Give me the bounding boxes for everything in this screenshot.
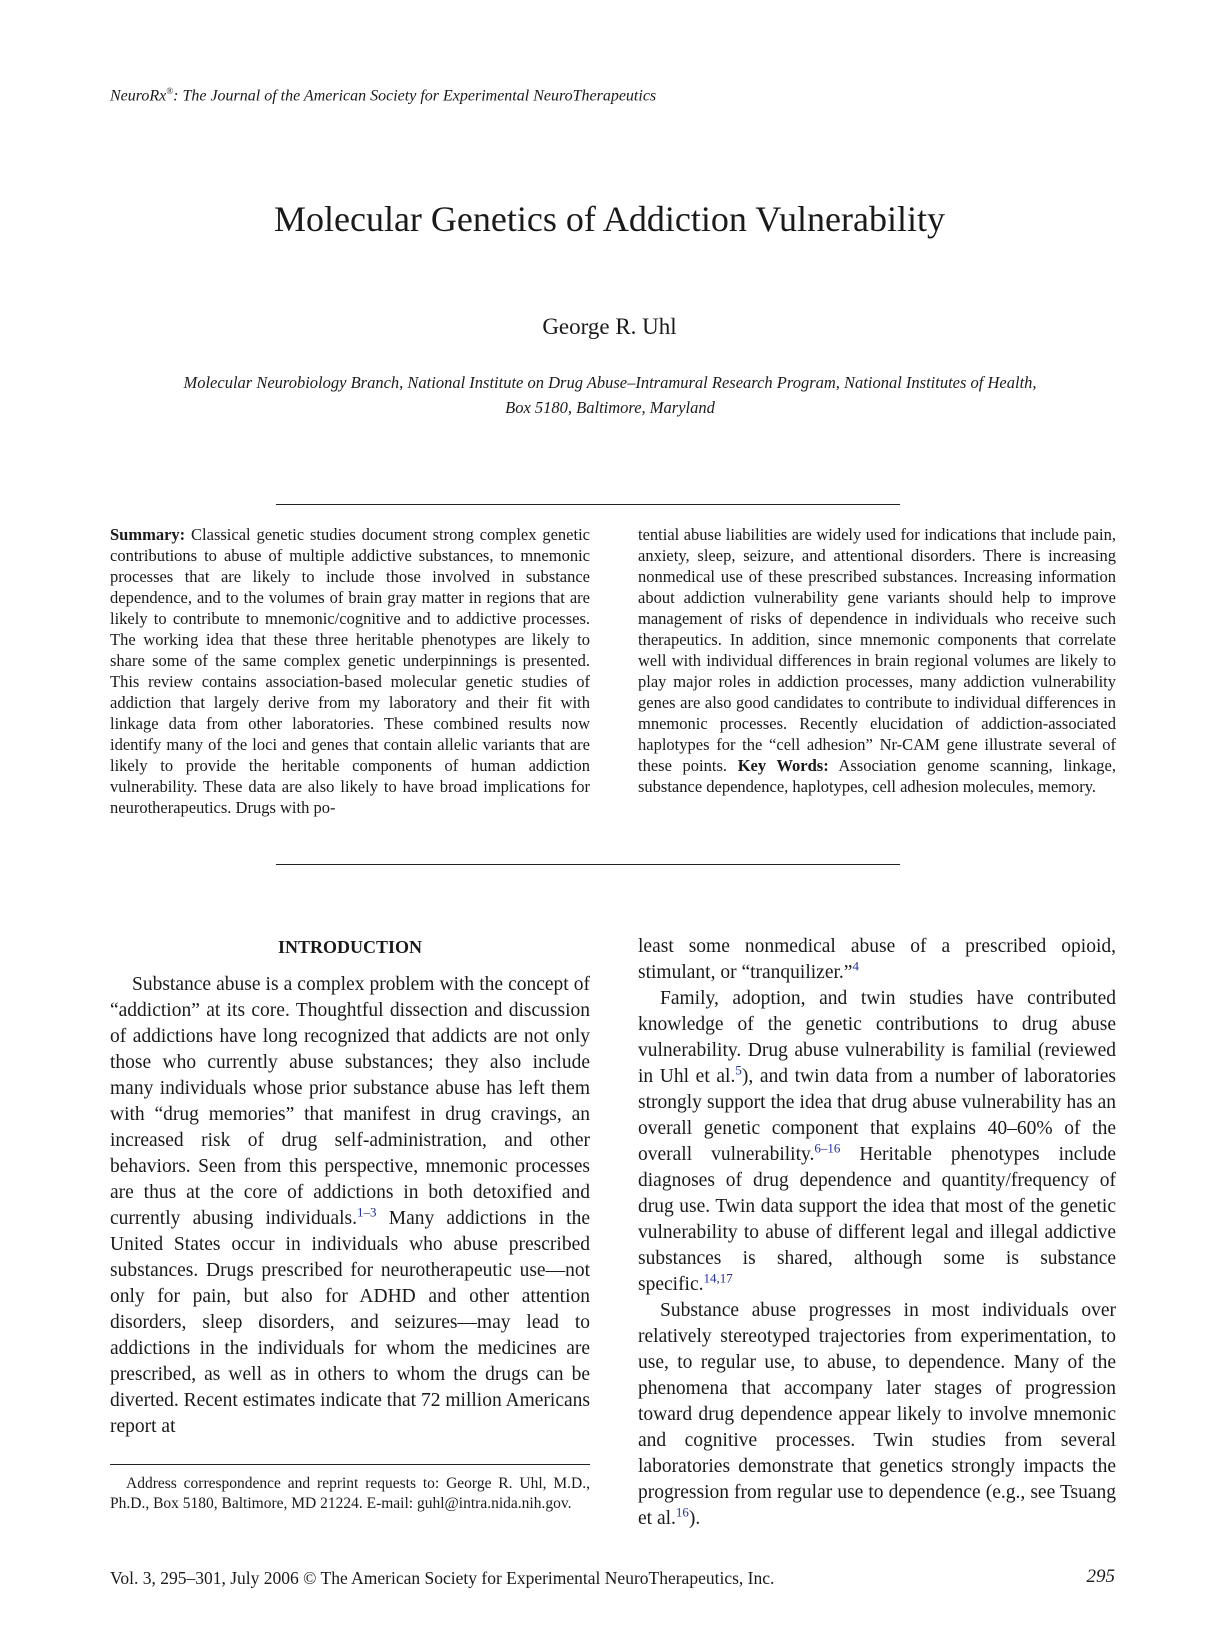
- page-number: 295: [1086, 1566, 1115, 1587]
- author-name: George R. Uhl: [542, 314, 677, 339]
- paragraph-1-continued: least some nonmedical abuse of a prescribed opioid, stimulant, or “tranquilizer.”$^4$: [638, 936, 1116, 983]
- affiliation: [110, 370, 1110, 420]
- citation-link[interactable]: 5: [735, 1062, 742, 1078]
- citation-link[interactable]: 6–16: [814, 1140, 841, 1156]
- abstract-column-left: [110, 524, 590, 818]
- footnote-rule: [110, 1464, 590, 1465]
- abstract-top-rule: [276, 504, 900, 505]
- body-column-left: [110, 934, 590, 1440]
- abstract-column-right: [638, 524, 1116, 797]
- abstract-bottom-rule: [276, 864, 900, 865]
- affiliation-line-2: Box 5180, Baltimore, Maryland: [505, 398, 715, 417]
- abstract-text-left: Classical genetic studies document strong complex genetic contributions to abuse of multiple addictive substances, to mnemonic processes that are likely to include those involved in substance dependence, and to the volumes of brain gray matter in regions that are likely to contribute to mnemonic/cognitive and to addictive processes. The working idea that these three heritable phenotypes are likely to share some of the same complex genetic underpinnings is presented. This review contains association-based molecular genetic studies of addiction that largely derive from my laboratory and their fit with linkage data from other laboratories. These combined results now identify many of the loci and genes that contain allelic variants that are likely to provide the heritable components of human addiction vulnerability. These data are also likely to have broad implications for neurotherapeutics. Drugs with po-: [110, 525, 590, 817]
- keywords-label: Key Words:: [737, 756, 829, 775]
- registered-mark: ®: [166, 86, 174, 96]
- citation-link[interactable]: 4: [852, 958, 859, 974]
- keywords-text: Association genome scanning, linkage, substance dependence, haplotypes, cell adhesion molecules, memory.: [638, 756, 1117, 796]
- footnote-text: Address correspondence and reprint requests to: George R. Uhl, M.D., Ph.D., Box 5180, Baltimore, MD 21224. E-mail: guhl@intra.nida.nih.gov.: [110, 1475, 590, 1512]
- journal-name: NeuroRx: [110, 87, 167, 105]
- abstract-text-right: tential abuse liabilities are widely used for indications that include pain, anxiety, sleep, seizure, and attentional disorders. There is increasing nonmedical use of these prescribed substances. Increasing information about addiction vulnerability gene variants should help to improve management of risks of dependence in individuals who receive such therapeutics. In addition, since mnemonic components that correlate well with individual differences in brain regional volumes are likely to play major roles in addiction processes, many addiction vulnerability genes are also good candidates to contribute to individual differences in mnemonic processes. Recently elucidation of addiction-associated haplotypes for the “cell adhesion” Nr-CAM gene illustrate several of these points.: [638, 525, 1116, 775]
- article-title: Molecular Genetics of Addiction Vulnerability: [273, 199, 945, 239]
- citation-link[interactable]: 1–3: [357, 1204, 377, 1220]
- section-heading-introduction: INTRODUCTION: [277, 937, 423, 957]
- paragraph-2: Family, adoption, and twin studies have contributed knowledge of the genetic contributions to drug abuse vulnerability. Drug abuse vulnerability is familial (reviewed in Uhl et al.$^5$), and twin data from a number of laboratories strongly support the idea that drug abuse vulnerability has an overall genetic component that explains 40–60% of the overall vulnerability.$^{6-16}$ Heritable phenotypes include diagnoses of drug dependence and quantity/frequency of drug use. Twin data support the idea that most of the genetic vulnerability to abuse of different legal and illegal addictive substances is shared, although some is substance specific.$^{14,17}$: [638, 988, 1116, 1295]
- citation-link[interactable]: 14,17: [703, 1270, 733, 1286]
- footer-citation: Vol. 3, 295–301, July 2006 © The American Society for Experimental NeuroTherapeutics, Inc.: [110, 1568, 775, 1588]
- body-column-right: [638, 934, 1116, 1532]
- paragraph-1: Substance abuse is a complex problem with the concept of “addiction” at its core. Thoughtful dissection and discussion of addictions have long recognized that addicts are not only those who currently abuse substances; they also include many individuals whose prior substance abuse has left them with “drug memories” that manifest in drug cravings, an increased risk of drug self-administration, and other behaviors. Seen from this perspective, mnemonic processes are thus at the core of addictions in both detoxified and currently abusing individuals.$^{1-3}$ Many addictions in the United States occur in individuals who abuse prescribed substances. Drugs prescribed for neurotherapeutic use—not only for pain, but also for ADHD and other attention disorders, sleep disorders, and seizures—may lead to addictions in the individuals for whom the medicines are prescribed, as well as in others to whom the drugs can be diverted. Recent estimates indicate that 72 million Americans report at: [110, 974, 590, 1437]
- journal-header: [110, 86, 656, 105]
- paragraph-3: Substance abuse progresses in most individuals over relatively stereotyped trajectories from experimentation, to use, to regular use, to abuse, to dependence. Many of the phenomena that accompany later stages of progression toward drug dependence appear likely to involve mnemonic and cognitive processes. Twin studies from several laboratories demonstrate that genetics strongly impacts the progression from regular use to dependence (e.g., see Tsuang et al.$^{16}$).: [638, 1300, 1116, 1529]
- affiliation-line-1: Molecular Neurobiology Branch, National Institute on Drug Abuse–Intramural Research Program, National Institutes of Health,: [183, 373, 1037, 392]
- journal-subtitle: : The Journal of the American Society for Experimental NeuroTherapeutics: [173, 87, 657, 105]
- footnote: [110, 1474, 590, 1514]
- summary-label: Summary:: [110, 525, 186, 544]
- citation-link[interactable]: 16: [675, 1504, 689, 1520]
